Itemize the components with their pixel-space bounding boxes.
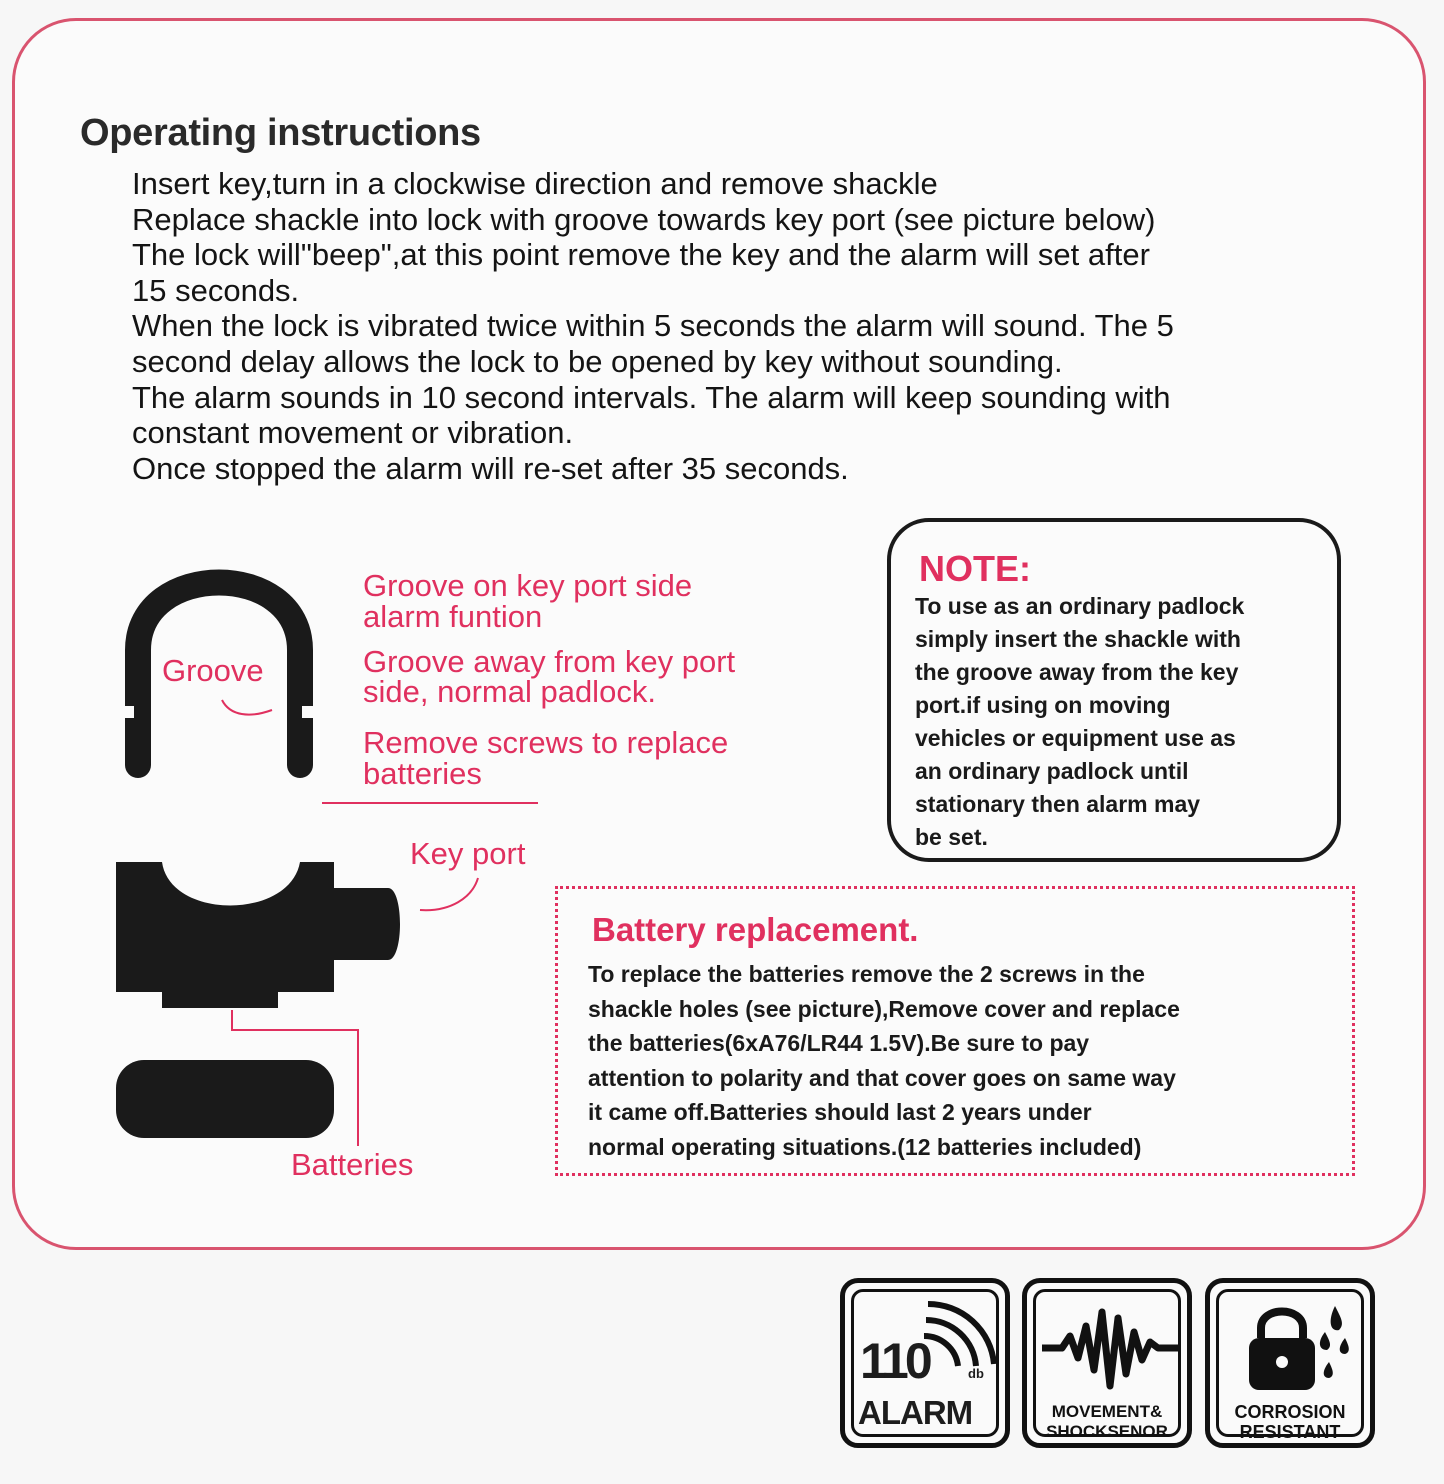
- instruction-line: second delay allows the lock to be opened by key without sounding.: [132, 343, 1063, 379]
- note-line: be set.: [915, 824, 988, 850]
- vibration-wave-icon: [1036, 1292, 1186, 1402]
- battery-replacement-box: [555, 886, 1355, 1176]
- note-line: the groove away from the key: [915, 659, 1239, 685]
- caption-line: Remove screws to replace: [363, 725, 729, 760]
- lock-body-illustration: [116, 862, 400, 1008]
- note-line: stationary then alarm may: [915, 791, 1201, 817]
- padlock-water-icon: [1219, 1292, 1369, 1402]
- movement-badge: [1022, 1278, 1192, 1448]
- caption-line: Groove away from key port: [363, 644, 736, 679]
- movement-line2: SHOCKSENOR: [1046, 1422, 1168, 1441]
- groove-label: Groove: [162, 653, 264, 688]
- note-text: [915, 590, 1335, 854]
- note-line: vehicles or equipment use as: [915, 725, 1236, 751]
- instruction-line: The lock will"beep",at this point remove the key and the alarm will set after: [132, 237, 1150, 273]
- alarm-badge: [840, 1278, 1010, 1448]
- note-box: [887, 518, 1341, 862]
- alarm-number: 110: [860, 1333, 929, 1389]
- alarm-unit: db: [968, 1366, 984, 1381]
- battery-line: normal operating situations.(12 batteries included): [588, 1133, 1142, 1160]
- battery-title: Battery replacement.: [592, 911, 919, 948]
- page-title: Operating instructions: [80, 112, 481, 154]
- movement-line1: MOVEMENT&: [1051, 1402, 1163, 1421]
- corrosion-line2: RESISTANT: [1239, 1422, 1341, 1442]
- caption-line: Groove on key port side: [363, 568, 693, 603]
- caption-line: alarm funtion: [363, 599, 543, 634]
- instruction-line: Once stopped the alarm will re-set after 35 seconds.: [132, 450, 849, 486]
- corrosion-badge: [1205, 1278, 1375, 1448]
- battery-line: the batteries(6xA76/LR44 1.5V).Be sure to pay: [588, 1030, 1090, 1056]
- instruction-line: Replace shackle into lock with groove towards key port (see picture below): [132, 201, 1156, 237]
- battery-line: shackle holes (see picture),Remove cover and replace: [588, 995, 1180, 1022]
- battery-text: [588, 957, 1180, 1164]
- battery-cover-illustration: [116, 1060, 334, 1138]
- keyport-label: Key port: [410, 836, 526, 871]
- note-title: NOTE:: [919, 548, 1031, 589]
- instruction-line: The alarm sounds in 10 second intervals. The alarm will keep sounding with: [132, 379, 1171, 415]
- alarm-label: ALARM: [858, 1394, 973, 1431]
- caption-line: side, normal padlock.: [363, 674, 656, 709]
- note-line: an ordinary padlock until: [915, 758, 1189, 784]
- batteries-label: Batteries: [291, 1147, 414, 1182]
- instruction-line: When the lock is vibrated twice within 5 seconds the alarm will sound. The 5: [132, 308, 1174, 344]
- note-line: simply insert the shackle with: [915, 626, 1241, 652]
- corrosion-line1: CORROSION: [1234, 1402, 1346, 1422]
- battery-line: attention to polarity and that cover goes on same way: [588, 1064, 1176, 1091]
- note-line: To use as an ordinary padlock: [915, 593, 1245, 619]
- instruction-line: constant movement or vibration.: [132, 415, 574, 451]
- instruction-line: 15 seconds.: [132, 272, 300, 308]
- battery-line: To replace the batteries remove the 2 screws in the: [588, 961, 1145, 987]
- caption-line: batteries: [363, 756, 482, 791]
- instruction-line: Insert key,turn in a clockwise direction and remove shackle: [132, 166, 938, 201]
- battery-line: it came off.Batteries should last 2 years under: [588, 1099, 1092, 1125]
- note-line: port.if using on moving: [915, 692, 1171, 718]
